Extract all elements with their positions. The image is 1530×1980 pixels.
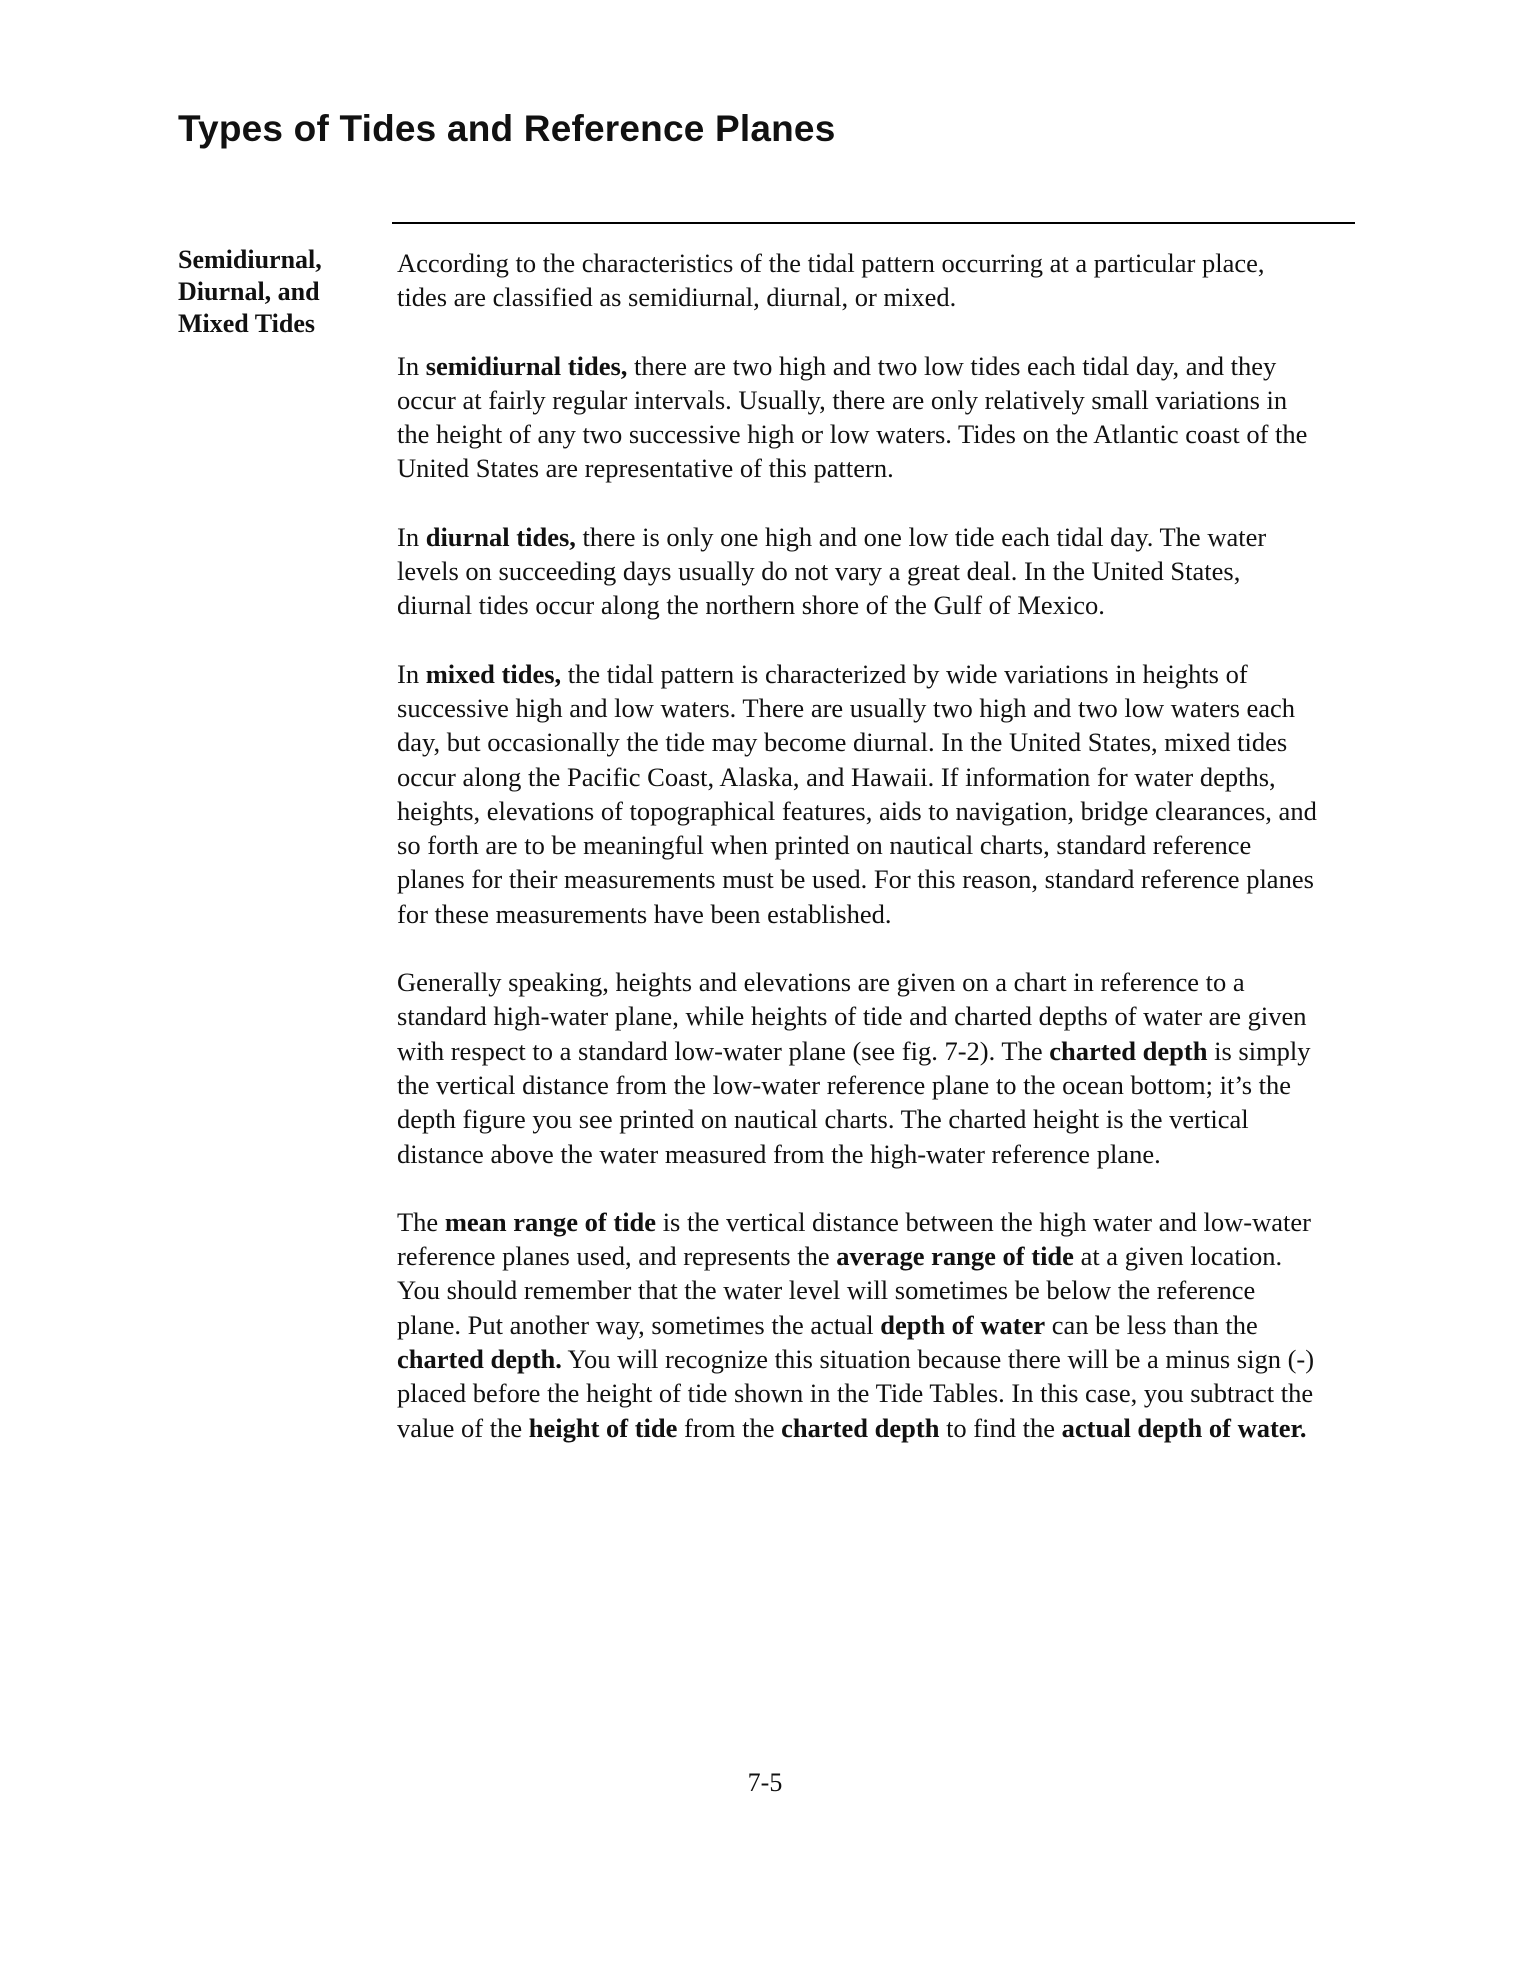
paragraph-text: there are two high and two low tides each tidal day, and they occur at fairly regular intervals. Usually, there are only relatively small variations in the height of any two successive high or low waters. Tides on the Atlantic coast of the United States are representative of this pattern. (397, 350, 1308, 484)
bold-term: average range of tide (836, 1241, 1074, 1272)
paragraph-text: from the (677, 1412, 782, 1443)
page-number: 7-5 (747, 1768, 783, 1797)
body-paragraph (397, 246, 1317, 315)
paragraph-text: Generally speaking, heights and elevations are given on a chart in reference to a standard high-water plane, while heights of tide and charted depths of water are given with respect to a standard low-water plane (see fig. 7-2). The (397, 967, 1307, 1066)
section-body (397, 246, 1317, 1479)
page-title: Types of Tides and Reference Planes (178, 108, 836, 149)
paragraph-text: In (397, 350, 426, 381)
paragraph-text: is simply the vertical distance from the low-water reference plane to the ocean bottom; it’s the depth figure you see printed on nautical charts. The charted height is the vertical distance above the water measured from the high-water reference plane. (397, 1035, 1311, 1169)
paragraph-text: According to the characteristics of the tidal pattern occurring at a particular place, tides are classified as semidiurnal, diurnal, or mixed. (397, 248, 1265, 313)
body-paragraph (397, 520, 1317, 623)
paragraph-text: at a given location. You should remember that the water level will sometimes be below the reference plane. Put another way, sometimes the actual (397, 1241, 1283, 1340)
section-heading-line: Mixed Tides (178, 309, 316, 338)
paragraph-text: You will recognize this situation because there will be a minus sign (-) placed before the height of tide shown in the Tide Tables. In this case, you subtract the value of the (397, 1344, 1315, 1443)
paragraph-text: In (397, 521, 426, 552)
bold-term: actual depth of water. (1061, 1412, 1307, 1443)
bold-term: charted depth (1049, 1035, 1208, 1066)
section-heading-line: Semidiurnal, (178, 245, 322, 274)
section-heading-line: Diurnal, and (178, 277, 320, 306)
paragraph-text: The (397, 1206, 445, 1237)
paragraph-text: In (397, 658, 426, 689)
bold-term: semidiurnal tides, (425, 350, 628, 381)
bold-term: mixed tides, (425, 658, 562, 689)
bold-term: charted depth. (397, 1344, 562, 1375)
section-divider (392, 222, 1355, 224)
bold-term: diurnal tides, (425, 521, 576, 552)
body-paragraph (397, 1205, 1317, 1445)
paragraph-text: is the vertical distance between the high water and low-water reference planes used, and represents the (397, 1206, 1311, 1272)
bold-term: mean range of tide (444, 1206, 657, 1237)
bold-term: charted depth (781, 1412, 940, 1443)
section-heading (178, 244, 353, 340)
paragraph-text: there is only one high and one low tide each tidal day. The water levels on succeeding days usually do not vary a great deal. In the United States, diurnal tides occur along the northern shore of the Gulf of Mexico. (397, 521, 1267, 621)
bold-term: depth of water (880, 1309, 1046, 1340)
paragraph-text: can be less than the (1045, 1309, 1258, 1340)
body-paragraph (397, 349, 1317, 486)
paragraph-text: to find the (939, 1412, 1062, 1443)
paragraph-text: the tidal pattern is characterized by wide variations in heights of successive high and low waters. There are usually two high and two low waters each day, but occasionally the tide may become diurnal. In the United States, mixed tides occur along the Pacific Coast, Alaska, and Hawaii. If information for water depths, heights, elevations of topographical features, aids to navigation, bridge clearances, and so forth are to be meaningful when printed on nautical charts, standard reference planes for their measurements must be used. For this reason, standard reference planes for these measurements have been established. (397, 658, 1317, 929)
body-paragraph (397, 965, 1317, 1171)
bold-term: height of tide (528, 1412, 678, 1443)
body-paragraph (397, 657, 1317, 931)
